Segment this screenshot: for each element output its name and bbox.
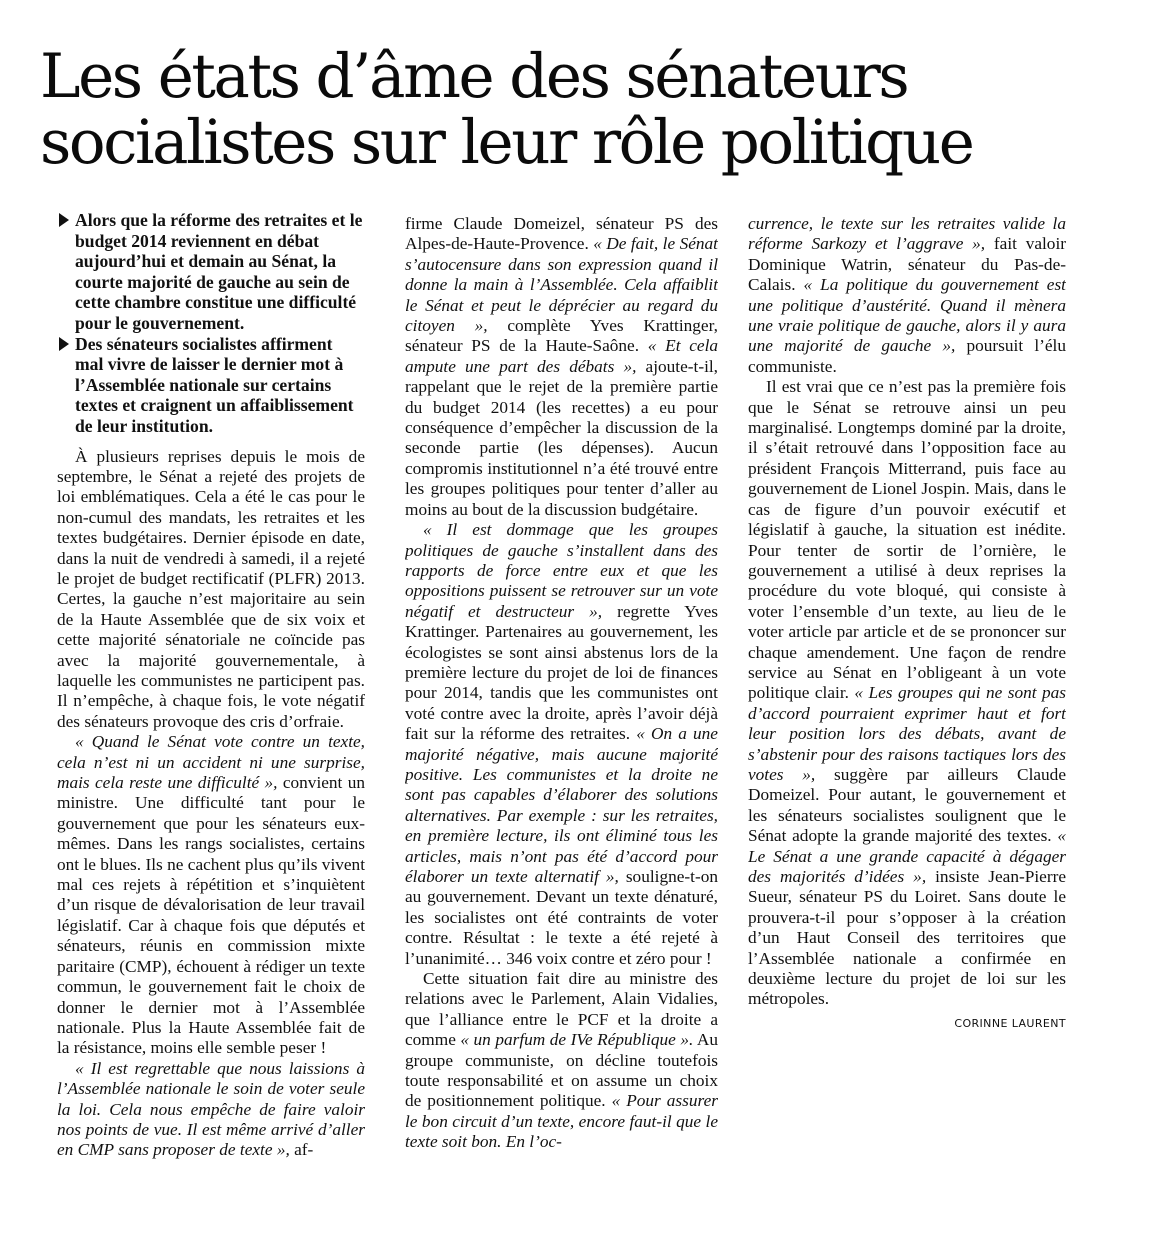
quote: « Et cela ampute une part des débats », [405,336,718,376]
lead-point-1: Alors que la réforme des retraites et le budget 2014 reviennent en débat aujourd’hui et demain au Sénat, la courte majorité de gauche au sein de cette chambre constitue une difficulté pour le gouvernement. [57,210,365,334]
quote: « Le Sénat a une grande capacité à dégager des majorités d’idées », [748,826,1066,886]
paragraph-text: fait valoir Dominique Watrin, sénateur du Pas-de-Calais. [748,234,1066,295]
quote: « Pour assurer le bon circuit d’un texte, encore faut-il que le texte soit bon. En l’oc- [405,1091,718,1152]
article-column-1 [57,210,365,1235]
paragraph-text: poursuit l’élu communiste. [748,336,1066,376]
quote: « Quand le Sénat vote contre un texte, cela n’est ni un accident ni une surprise, mais cela reste une difficulté », [57,732,365,793]
paragraph [405,214,718,520]
paragraph-text: Il est vrai que ce n’est pas la première fois que le Sénat se retrouve ainsi un peu marginalisé. Longtemps dominé par la droite, il s’était retrouvé dans l’opposition face au président François Mitterrand, puis face au gouvernement de Lionel Jospin. Mais, dans le cas de figure d’un pouvoir exécutif et législatif à gauche, la situation est inédite. Pour tenter de sortir de l’ornière, le gouvernement a utilisé à deux reprises la procédure du vote bloqué, qui consiste à voter l’ensemble d’un texte, au lieu de le voter article par article et de se prononcer sur chaque amendement. Une façon de rendre service au Sénat en l’obligeant à un vote politique clair. [748,377,1066,703]
paragraph-text: Cette situation fait dire au ministre des relations avec le Parlement, Alain Vidalies, que l’alliance entre le PCF et la droite a comme [405,969,718,1050]
quote: « Il est regrettable que nous laissions à l’Assemblée nationale le soin de voter seule la loi. Cela nous empêche de faire valoir nos points de vue. Il est même arrivé d’aller en CMP sans proposer de texte », [57,1058,365,1160]
paragraph [405,520,718,969]
paragraph-text: insiste Jean-Pierre Sueur, sénateur PS du Loiret. Sans doute le prouvera-t-il pour s’opposer à la création d’un Haut Conseil des territoires que l’Assemblée nationale a confirmée en deuxième lecture du projet de loi sur les métropoles. [748,867,1066,1009]
quote: currence, le texte sur les retraites valide la réforme Sarkozy et l’aggrave », [748,214,1066,254]
paragraph [748,214,1066,377]
quote: « un parfum de IVe République ». [460,1030,694,1050]
quote: « La politique du gouvernement est une politique d’austérité. Quand il mènera une vraie politique de gauche, alors il y aura une majorité de gauche », [748,275,1066,356]
article-lead [57,210,365,437]
paragraph [57,1059,365,1161]
paragraph-text: regrette Yves Krattinger. Partenaires au gouvernement, les écologistes se sont ainsi abstenus lors de la première lecture du projet de loi de finances pour 2014, tandis que les communistes ont voté contre avec la droite, après l’avoir déjà fait sur la réforme des retraites. [405,601,718,744]
article-headline [40,41,1120,178]
paragraph-text: firme Claude Domeizel, sénateur PS des Alpes-de-Haute-Provence. [405,214,718,254]
paragraph: À plusieurs reprises depuis le mois de septembre, le Sénat a rejeté des projets de loi emblématiques. Cela a été le cas pour le non-cumul des mandats, les retraites et les textes budgétaires. Dernier épisode en date, dans la nuit de vendredi à samedi, il a rejeté le projet de budget rectificatif (PLFR) 2013. Certes, la gauche n’est majoritaire au sein de la Haute Assemblée que de six voix et cette majorité sénatoriale ne coïncide pas avec la majorité gouvernementale, à laquelle les communistes ne participent pas. Il n’empêche, à chaque fois, le vote négatif des sénateurs provoque des cris d’orfraie. [57,446,365,731]
paragraph-text: ajoute-t-il, rappelant que le rejet de la première partie du budget 2014 (les recettes) a eu pour conséquence d’empêcher la discussion de la seconde partie (les dépenses). Aucun compromis institutionnel n’a été trouvé entre les groupes politiques pour tenter d’aller au moins au bout de la discussion budgétaire. [405,356,718,519]
article-column-3 [748,214,1066,1239]
quote: « Les groupes qui ne sont pas d’accord pourraient exprimer haut et fort leur position lors des débats, avant de s’abstenir pour des raisons tactiques lors des votes », [748,683,1066,784]
paragraph-text: suggère par ailleurs Claude Domeizel. Pour autant, le gouvernement et les sénateurs socialistes soulignent que le Sénat adopte la grande majorité des textes. [748,764,1066,846]
article-column-2 [405,214,718,1239]
paragraph-text: convient un ministre. Une difficulté tant pour le gouvernement que pour les sénateurs eux-mêmes. Dans les rangs socialistes, certains ont le blues. Ils ne cachent plus qu’ils vivent mal ces rejets à répétition et s’inquiètent d’un risque de dévalorisation de leur travail législatif. Car à chaque fois que députés et sénateurs, réunis en commission mixte paritaire (CMP), échouent à rédiger un texte commun, le gouvernement fait le choix de donner le dernier mot à l’Assemblée nationale. Plus la Haute Assemblée fait de la résistance, moins elle semble peser ! [57,773,365,1058]
headline-line-2: socialistes sur leur rôle politique [40,107,973,178]
paragraph [748,377,1066,1010]
paragraph-text: Au groupe communiste, on décline toutefois toute responsabilité et on assume un choix de positionnement politique. [405,1030,718,1111]
lead-point-2: Des sénateurs socialistes affirment mal vivre de laisser le dernier mot à l’Assemblée nationale sur certains textes et craignent un affaiblissement de leur institution. [57,334,365,437]
headline-line-1: Les états d’âme des sénateurs [40,41,908,112]
author-signature: CORINNE LAURENT [954,1016,1066,1030]
paragraph [405,969,718,1153]
paragraph-text: af- [289,1140,314,1160]
paragraph-text: souligne-t-on au gouvernement. Devant un texte dénaturé, les socialistes ont été contraints de voter contre. Résultat : le texte a été rejeté à l’unanimité… 346 voix contre et zéro pour ! [405,867,718,968]
paragraph [57,732,365,1059]
quote: « Il est dommage que les groupes politiques de gauche s’installent dans des rapports de force entre eux et que les oppositions puissent se retrouver sur un vote négatif et destructeur », [405,520,718,621]
paragraph-text: complète Yves Krattinger, sénateur PS de la Haute-Saône. [405,316,718,356]
quote: « De fait, le Sénat s’autocensure dans son expression quand il donne la main à l’Assemblée. Cela affaiblit le Sénat et peut le déprécier au regard du citoyen », [405,234,718,336]
quote: « On a une majorité négative, mais aucune majorité positive. Les communistes et la droite ne sont pas capables d’élaborer des solutions alternatives. Par exemple : sur les retraites, en première lecture, ils ont éliminé tous les articles, mais n’ont pas été d’accord pour élaborer un texte alternatif », [405,724,718,886]
